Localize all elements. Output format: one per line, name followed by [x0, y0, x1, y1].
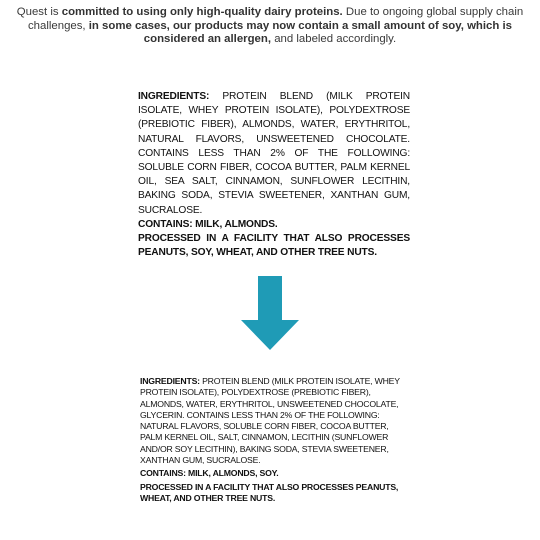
- old-ingredients-text: PROTEIN BLEND (MILK PROTEIN ISOLATE, WHEY PROTEIN ISOLATE), POLYDEXTROSE (PREBIOTIC FIBER), ALMONDS, WATER, ERYTHRITOL, NATURAL FLAVORS, UNSWEETENED CHOCOLATE. CONTAINS LESS THAN 2% OF THE FOLLOWING: SOLUBLE CORN FIBER, COCOA BUTTER, PALM KERNEL OIL, SEA SALT, CINNAMON, SUNFLOWER LECITHIN, BAKING SODA, STEVIA SWEETENER, XANTHAN GUM, SUCRALOSE.: [138, 91, 410, 216]
- arrow-down-shape: [241, 276, 299, 350]
- new-facility-statement: PROCESSED IN A FACILITY THAT ALSO PROCESSES PEANUTS, WHEAT, AND OTHER TREE NUTS.: [140, 481, 399, 503]
- old-ingredients-heading: INGREDIENTS:: [138, 91, 210, 102]
- notice-text-5: and labeled accordingly.: [271, 33, 397, 46]
- notice-text-2: committed to using only high-quality dairy proteins.: [61, 6, 343, 18]
- notice-text-4: in some cases, our products may now contain a small amount of soy, which is considered an allergen,: [88, 19, 513, 46]
- new-contains-statement: CONTAINS: MILK, ALMONDS, SOY.: [140, 468, 279, 479]
- soy-notice: [14, 6, 526, 47]
- new-ingredients-label: [140, 376, 402, 504]
- old-ingredients-paragraph: [138, 90, 410, 218]
- old-facility-statement: PROCESSED IN A FACILITY THAT ALSO PROCESSES PEANUTS, SOY, WHEAT, AND OTHER TREE NUTS.: [138, 233, 410, 259]
- old-contains-statement: CONTAINS: MILK, ALMONDS.: [138, 218, 278, 230]
- new-ingredients-heading: INGREDIENTS:: [140, 376, 200, 386]
- arrow-down-icon: [241, 276, 299, 350]
- notice-text-3: Due to ongoing global supply chain challenges,: [27, 6, 524, 32]
- new-ingredients-paragraph: [140, 376, 402, 466]
- notice-text-1: Quest is: [16, 6, 62, 18]
- old-ingredients-label: [138, 90, 410, 260]
- new-ingredients-text: PROTEIN BLEND (MILK PROTEIN ISOLATE, WHEY PROTEIN ISOLATE), POLYDEXTROSE (PREBIOTIC FIBER), ALMONDS, WATER, ERYTHRITOL, UNSWEETENED CHOCOLATE, GLYCERIN. CONTAINS LESS THAN 2% OF THE FOLLOWING: NATURAL FLAVORS, SOLUBLE CORN FIBER, COCOA BUTTER, PALM KERNEL OIL, SALT, CINNAMON, LECITHIN (SUNFLOWER AND/OR SOY LECITHIN), BAKING SODA, STEVIA SWEETENER, XANTHAN GUM, SUCRALOSE.: [140, 376, 400, 466]
